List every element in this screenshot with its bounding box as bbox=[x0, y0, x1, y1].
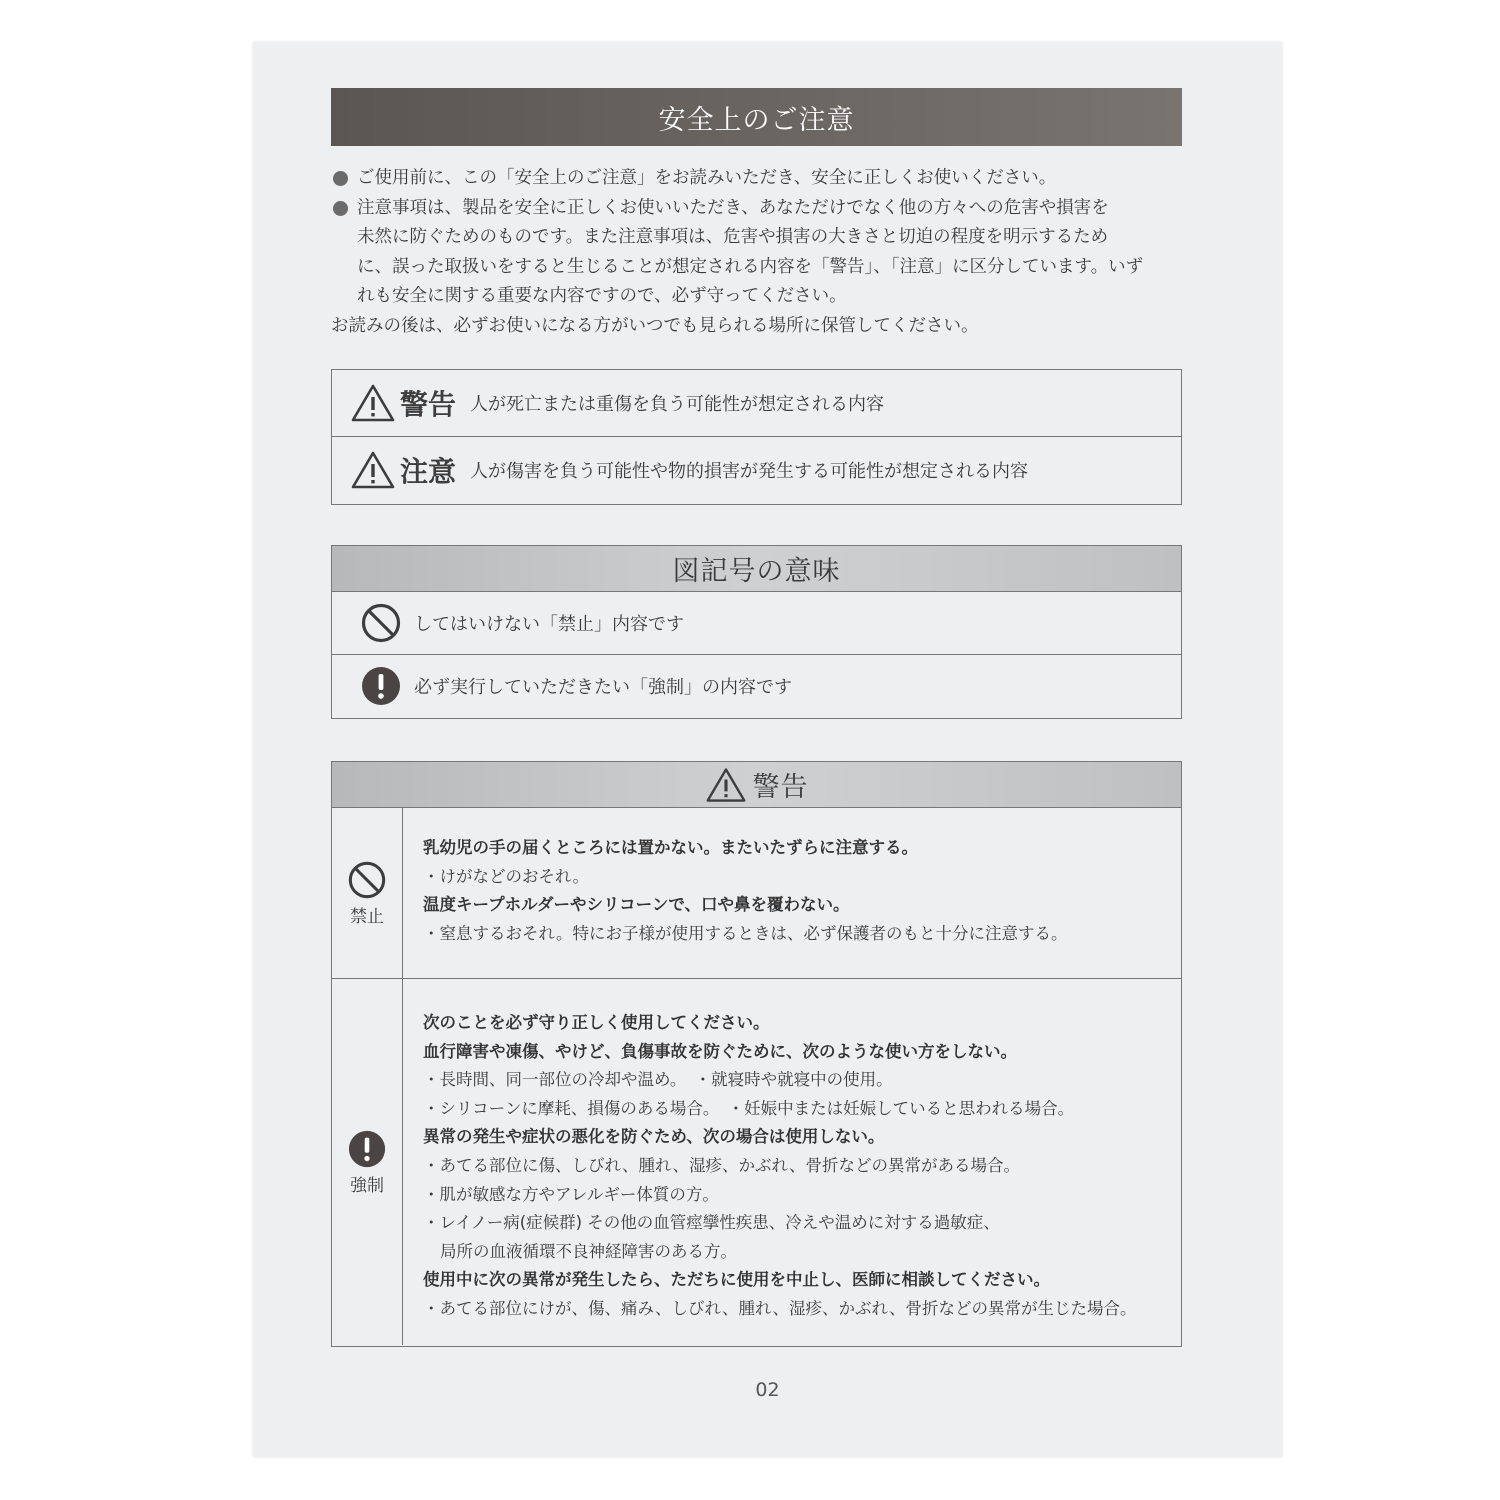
bullet-icon bbox=[333, 171, 348, 186]
intro-text: に、誤った取扱いをすると生じることが想定される内容を「警告」、「注意」に区分しています。いず bbox=[357, 256, 1144, 277]
warning-triangle-icon bbox=[350, 450, 396, 490]
manual-page bbox=[253, 42, 1282, 1457]
warning-section-header bbox=[332, 762, 1181, 808]
mandatory-line: 異常の発生や症状の悪化を防ぐため、次の場合は使用しない。 bbox=[423, 1127, 885, 1147]
prohibit-line: ・窒息するおそれ。特にお子様が使用するときは、必ず保護者のもと十分に注意する。 bbox=[423, 923, 1068, 943]
intro-paragraph-1 bbox=[331, 164, 1191, 194]
intro-text: れも安全に関する重要な内容ですので、必ず守ってください。 bbox=[357, 286, 847, 306]
mandatory-line: 血行障害や凍傷、やけど、負傷事故を防ぐために、次のような使い方をしない。 bbox=[423, 1041, 1017, 1061]
mandatory-icon bbox=[360, 665, 402, 707]
symbol-prohibit-row bbox=[332, 592, 1181, 654]
warning-section-title: 警告 bbox=[752, 772, 809, 803]
symbol-meanings-box bbox=[331, 545, 1182, 719]
prohibit-line: 温度キープホルダーやシリコーンで、口や鼻を覆わない。 bbox=[423, 895, 850, 915]
warning-triangle-icon bbox=[705, 766, 747, 804]
hazard-levels-box bbox=[331, 369, 1182, 505]
mandatory-line: ・あてる部位に傷、しびれ、腫れ、湿疹、かぶれ、骨折などの異常がある場合。 bbox=[423, 1155, 1020, 1175]
symbol-meanings-title: 図記号の意味 bbox=[332, 546, 1181, 592]
prohibition-icon bbox=[360, 602, 402, 644]
mandatory-line: 使用中に次の異常が発生したら、ただちに使用を中止し、医師に相談してください。 bbox=[423, 1270, 1050, 1290]
mandatory-text bbox=[403, 979, 1181, 1345]
symbol-mandatory-desc: 必ず実行していただきたい「強制」の内容です bbox=[414, 677, 792, 698]
intro-section bbox=[331, 164, 1191, 341]
mandatory-line: ・肌が敏感な方やアレルギー体質の方。 bbox=[423, 1184, 719, 1204]
mandatory-line: ・あてる部位にけが、傷、痛み、しびれ、腫れ、湿疹、かぶれ、骨折などの異常が生じた場合。 bbox=[423, 1298, 1137, 1318]
prohibit-line: 乳幼児の手の届くところには置かない。またいたずらに注意する。 bbox=[423, 838, 918, 857]
mandatory-icon bbox=[347, 1129, 387, 1169]
prohibit-line: ・けがなどのおそれ。 bbox=[423, 866, 589, 886]
intro-text: 注意事項は、製品を安全に正しくお使いいただき、あなただけでなく他の方々への危害や損害を bbox=[357, 197, 1109, 218]
mandatory-line: ・シリコーンに摩耗、損傷のある場合。 ・妊娠中または妊娠していると思われる場合。 bbox=[423, 1098, 1075, 1118]
symbol-prohibit-desc: してはいけない「禁止」内容です bbox=[414, 614, 684, 635]
level-warning-row bbox=[332, 370, 1181, 436]
level-warning-title: 警告 bbox=[400, 388, 457, 421]
intro-text: ご使用前に、この「安全上のご注意」をお読みいただき、安全に正しくお使いください。 bbox=[357, 168, 1057, 188]
mandatory-label-cell bbox=[332, 979, 403, 1345]
prohibit-label-cell bbox=[332, 808, 403, 978]
warning-mandatory-row bbox=[332, 978, 1181, 1345]
intro-paragraph-2 bbox=[331, 194, 1191, 312]
level-caution-title: 注意 bbox=[400, 455, 457, 488]
prohibition-icon bbox=[347, 860, 387, 900]
mandatory-line: ・長時間、同一部位の冷却や温め。 ・就寝時や就寝中の使用。 bbox=[423, 1070, 893, 1090]
warning-prohibit-row bbox=[332, 808, 1181, 978]
mandatory-line: ・レイノー病(症候群) その他の血管痙攣性疾患、冷えや温めに対する過敏症、 bbox=[423, 1213, 1000, 1233]
intro-text: 未然に防ぐためのものです。また注意事項は、危害や損害の大きさと切迫の程度を明示するため bbox=[357, 227, 1109, 247]
intro-note: お読みの後は、必ずお使いになる方がいつでも見られる場所に保管してください。 bbox=[331, 315, 979, 336]
level-caution-desc: 人が傷害を負う可能性や物的損害が発生する可能性が想定される内容 bbox=[470, 461, 1029, 482]
level-caution-row bbox=[332, 436, 1181, 503]
mandatory-line: 局所の血液循環不良神経障害のある方。 bbox=[440, 1241, 737, 1261]
symbol-mandatory-row bbox=[332, 654, 1181, 717]
warning-triangle-icon bbox=[350, 383, 396, 423]
page-title: 安全上のご注意 bbox=[331, 88, 1182, 146]
mandatory-line: 次のことを必ず守り正しく使用してください。 bbox=[423, 1013, 770, 1032]
prohibit-text bbox=[403, 808, 1181, 978]
prohibit-label: 禁止 bbox=[350, 906, 384, 927]
level-warning-desc: 人が死亡または重傷を負う可能性が想定される内容 bbox=[470, 394, 885, 415]
mandatory-label: 強制 bbox=[350, 1175, 384, 1196]
page-number: 02 bbox=[755, 1379, 780, 1401]
warning-section-box bbox=[331, 761, 1182, 1347]
bullet-icon bbox=[333, 201, 348, 216]
